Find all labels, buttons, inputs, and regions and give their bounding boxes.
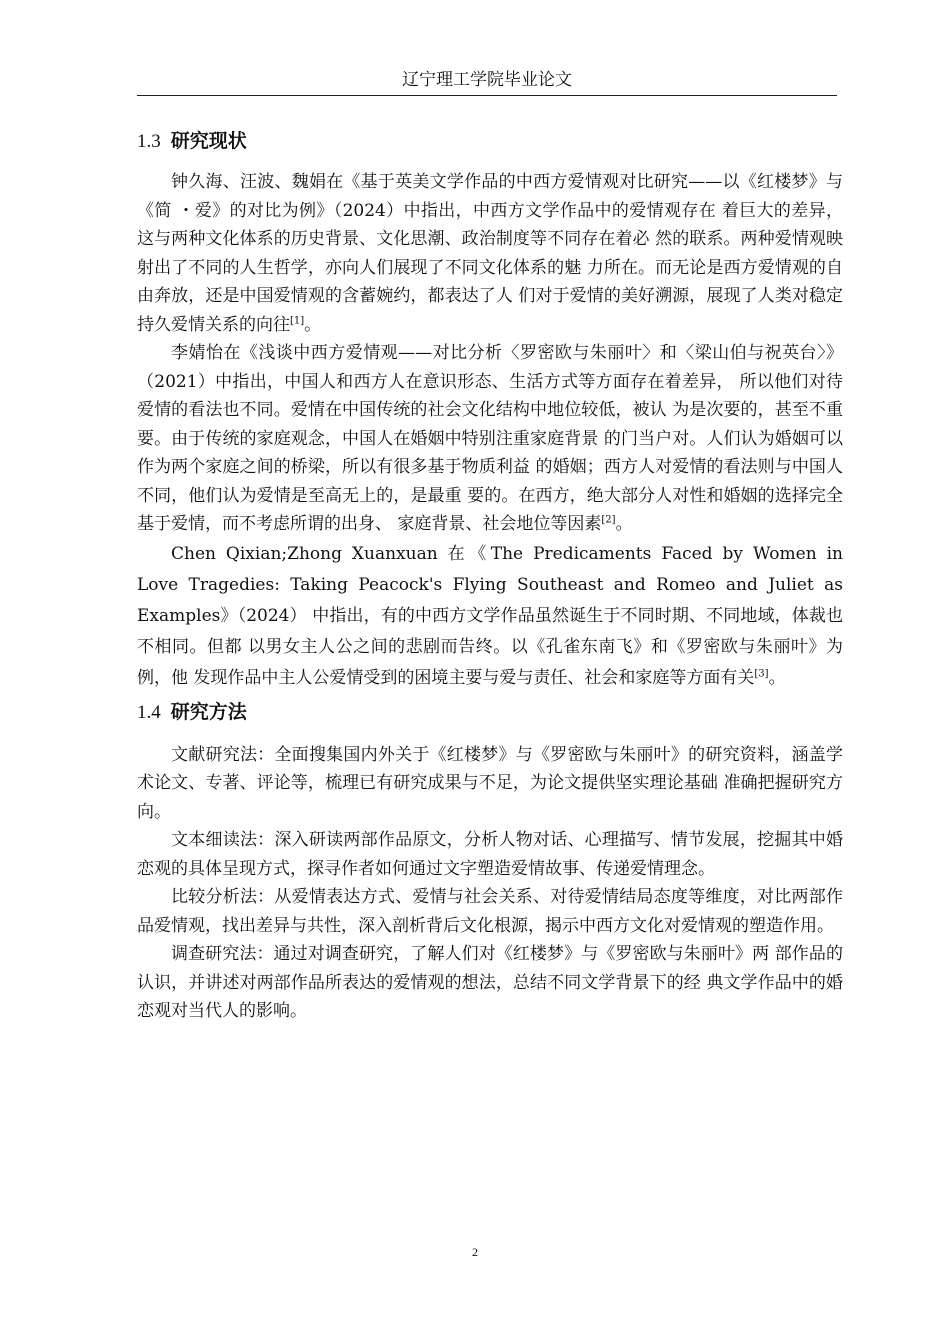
section-heading-1-3 [137,125,843,158]
section-title: 研究方法 [170,700,247,723]
citation-ref[interactable]: [2] [601,514,616,526]
header-rule [137,95,837,96]
paragraph: 李婧怡在《浅谈中西方爱情观——对比分析〈罗密欧与朱丽叶〉和〈梁山伯与祝英台〉》（2021）中指出，中国人和西方人在意识形态、生活方式等方面存在着差异， 所以他们对待爱情的看法也不同。爱情在中国传统的社会文化结构中地位较低，被认 为是次要的，甚至不重要。由于传统的家庭观念，中国人在婚姻中特别注重家庭背景 的门当户对。人们认为婚姻可以作为两个家庭之间的桥梁，所以有很多基于物质利益 的婚姻；西方人对爱情的看法则与中国人不同，他们认为爱情是至高无上的，是最重 要的。在西方，绝大部分人对性和婚姻的选择完全基于爱情，而不考虑所谓的出身、 家庭背景、社会地位等因素[2]。 [137,343,843,534]
paragraph: 钟久海、汪波、魏娟在《基于英美文学作品的中西方爱情观对比研究——以《红楼梦》与《简 ・爱》的对比为例》（2024）中指出，中西方文学作品中的爱情观存在 着巨大的差异，这与两种文化体系的历史背景、文化思潮、政治制度等不同存在着必 然的联系。两种爱情观映射出了不同的人生哲学，亦向人们展现了不同文化体系的魅 力所在。而无论是西方爱情观的自由奔放，还是中国爱情观的含蓄婉约，都表达了人 们对于爱情的美好溯源，展现了人类对稳定持久爱情关系的向往[1]。 [137,172,843,335]
page-number: 2 [472,1245,478,1259]
paragraph: 文献研究法：全面搜集国内外关于《红楼梦》与《罗密欧与朱丽叶》的研究资料，涵盖学术论文、专著、评论等，梳理已有研究成果与不足，为论文提供坚实理论基础 准确把握研究方向。 [137,744,843,822]
section-number: 1.3 [137,131,161,152]
page-content [137,125,843,1026]
section-body-1-4 [137,741,843,1026]
section-title: 研究现状 [170,130,247,152]
citation-ref[interactable]: [3] [754,667,769,679]
section-body-1-3 [137,168,843,694]
citation-ref[interactable]: [1] [290,314,305,326]
section-number: 1.4 [137,701,161,723]
paragraph: 文本细读法：深入研读两部作品原文，分析人物对话、心理描写、情节发展，挖掘其中婚恋观的具体呈现方式，探寻作者如何通过文字塑造爱情故事、传递爱情理念。 [137,830,843,879]
paragraph: 调查研究法：通过对调查研究，了解人们对《红楼梦》与《罗密欧与朱丽叶》两 部作品的认识，并讲述对两部作品所表达的爱情观的想法，总结不同文学背景下的经 典文学作品中的婚恋观对当代人的影响。 [137,944,843,1021]
paragraph: 比较分析法：从爱情表达方式、爱情与社会关系、对待爱情结局态度等维度，对比两部作品爱情观，找出差异与共性，深入剖析背后文化根源，揭示中西方文化对爱情观的塑造作用。 [137,887,843,936]
section-heading-1-4 [137,696,843,729]
page-header: 辽宁理工学院毕业论文 [402,70,572,90]
paragraph: Chen Qixian;Zhong Xuanxuan 在《The Predicaments Faced by Women in Love Tragedies: Taking Peacock's Flying Southeast and Romeo and Juliet as Examples》（2024） 中指出，有的中西方文学作品虽然诞生于不同时期、不同地域，体裁也不相同。但都 以男女主人公之间的悲剧而告终。以《孔雀东南飞》和《罗密欧与朱丽叶》为例，他 发现作品中主人公爱情受到的困境主要与爱与责任、社会和家庭等方面有关[3]。 [137,543,843,688]
